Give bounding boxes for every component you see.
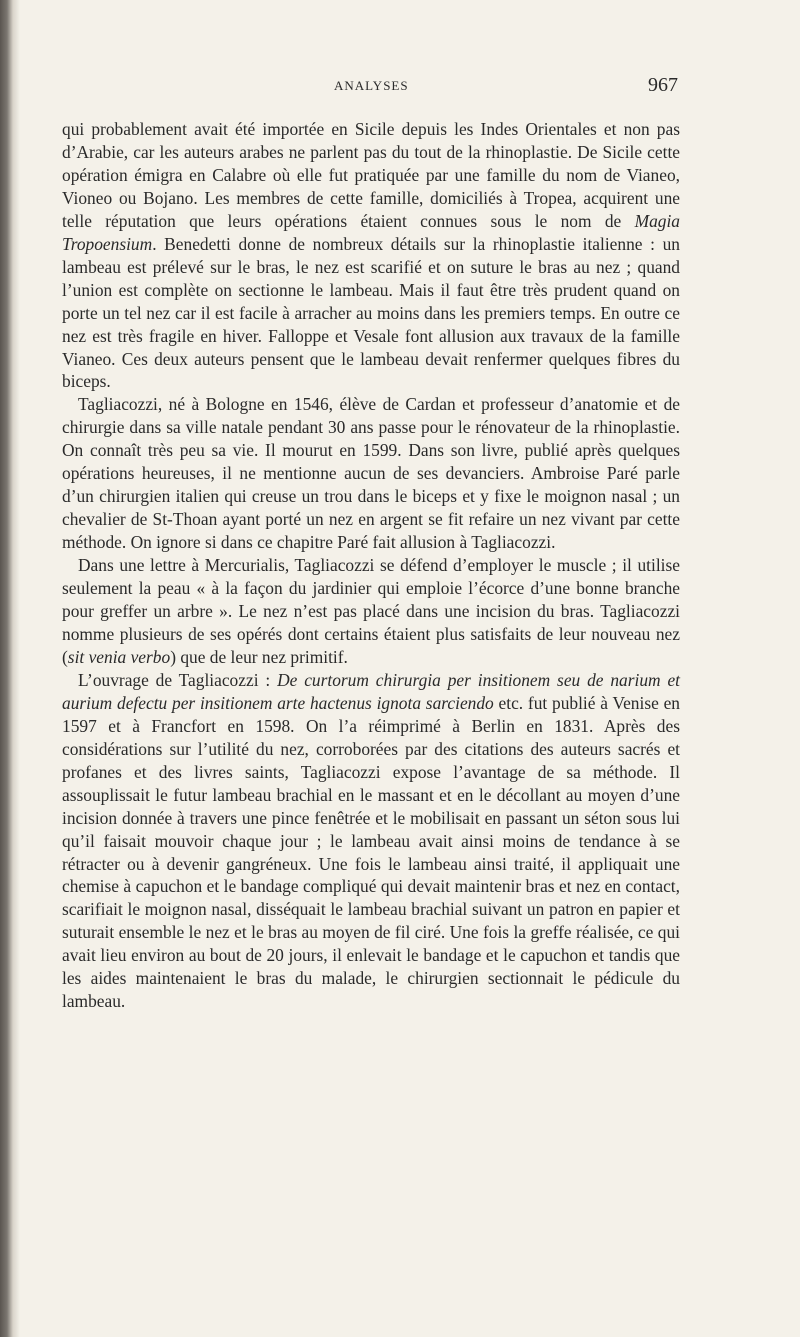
text-segment: ) que de leur nez primitif. — [170, 646, 348, 667]
text-segment: Dans une lettre à Mercurialis, Tagliacozzi se défend d’employer le muscle ; il utilise seulement la peau « à la façon du jardinier qui emploie l’écorce d’une bonne branche pour greffer un arbre ». Le nez n’est pas placé dans une incision du bras. Tagliacozzi nomme plusieurs de ses opérés dont certains étaient plus satisfaits de leur nouveau nez ( — [62, 555, 680, 667]
paragraph-3 — [62, 554, 680, 669]
italic-term: sit venia verbo — [67, 646, 171, 667]
page-number: 967 — [648, 74, 678, 96]
page-header — [62, 72, 680, 104]
running-head: ANALYSES — [334, 78, 409, 93]
paragraph-1 — [62, 118, 680, 393]
book-binding-edge — [0, 0, 20, 1337]
text-segment: . Benedetti donne de nombreux détails sur la rhinoplastie italienne : un lambeau est prélevé sur le bras, le nez est scarifié et on suture le bras au nez ; quand l’union est complète on sectionne le lambeau. Mais il faut être très prudent quand on porte un tel nez car il est facile à arracher au moins dans les premiers temps. En outre ce nez est très fragile en hiver. Falloppe et Vesale font allusion aux travaux de la famille Vianeo. Ces deux auteurs pensent que le lambeau devait renfermer quelques fibres du biceps. — [62, 233, 680, 392]
text-segment: Tagliacozzi, né à Bologne en 1546, élève de Cardan et professeur d’anatomie et de chirurgie dans sa ville natale pendant 30 ans passe pour le rénovateur de la rhinoplastie. On connaît très peu sa vie. Il mourut en 1599. Dans son livre, publié après quelques opérations heureuses, il ne mentionne aucun de ses devanciers. Ambroise Paré parle d’un chirurgien italien qui creuse un trou dans le biceps et y fixe le moignon nasal ; un chevalier de St-Thoan ayant porté un nez en argent se fit refaire un nez vivant par cette méthode. On ignore si dans ce chapitre Paré fait allusion à Tagliacozzi. — [62, 394, 680, 553]
italic-term: Magia Tropoensium — [62, 210, 680, 254]
paragraph-2 — [62, 393, 680, 554]
text-segment: qui probablement avait été importée en Sicile depuis les Indes Orientales et non pas d’Arabie, car les auteurs arabes ne parlent pas du tout de la rhinoplastie. De Sicile cette opération émigra en Calabre où elle fut pratiquée par une famille du nom de Vianeo, Vioneo ou Bojano. Les membres de cette famille, domiciliés à Tropea, acquirent une telle réputation que leurs opérations étaient connues sous le nom de — [62, 119, 680, 231]
paragraph-4 — [62, 669, 680, 1013]
text-segment: L’ouvrage de Tagliacozzi : — [78, 669, 278, 690]
text-segment: etc. fut publié à Venise en 1597 et à Francfort en 1598. On l’a réimprimé à Berlin en 1831. Après des considérations sur l’utilité du nez, corroborées par des citations des auteurs sacrés et profanes et des livres saints, Tagliacozzi expose l’avantage de sa méthode. Il assouplissait le futur lambeau brachial en le massant et en le décollant au moyen d’une incision donnée à travers une pince fenêtrée et le mobilisait en passant un séton sous lui qu’il faisait mouvoir chaque jour ; le lambeau avait ainsi moins de tendance à se rétracter ou à devenir gangréneux. Une fois le lambeau ainsi traité, il appliquait une chemise à capuchon et le bandage compliqué qui devait maintenir bras et nez en contact, scarifiait le moignon nasal, disséquait le lambeau brachial suivant un patron en papier et suturait ensemble le nez et le bras au moyen de fil ciré. Une fois la greffe réalisée, ce qui avait lieu environ au bout de 20 jours, il enlevait le bandage et le capuchon et tandis que les aides maintenaient le bras du malade, le chirurgien sectionnait le pédicule du lambeau. — [62, 692, 680, 1012]
book-page — [62, 72, 680, 1013]
body-text — [62, 118, 680, 1013]
italic-book-title: De curtorum chirurgia per insitionem seu de narium et aurium defectu per insitionem arte hactenus ignota sarciendo — [62, 669, 681, 713]
